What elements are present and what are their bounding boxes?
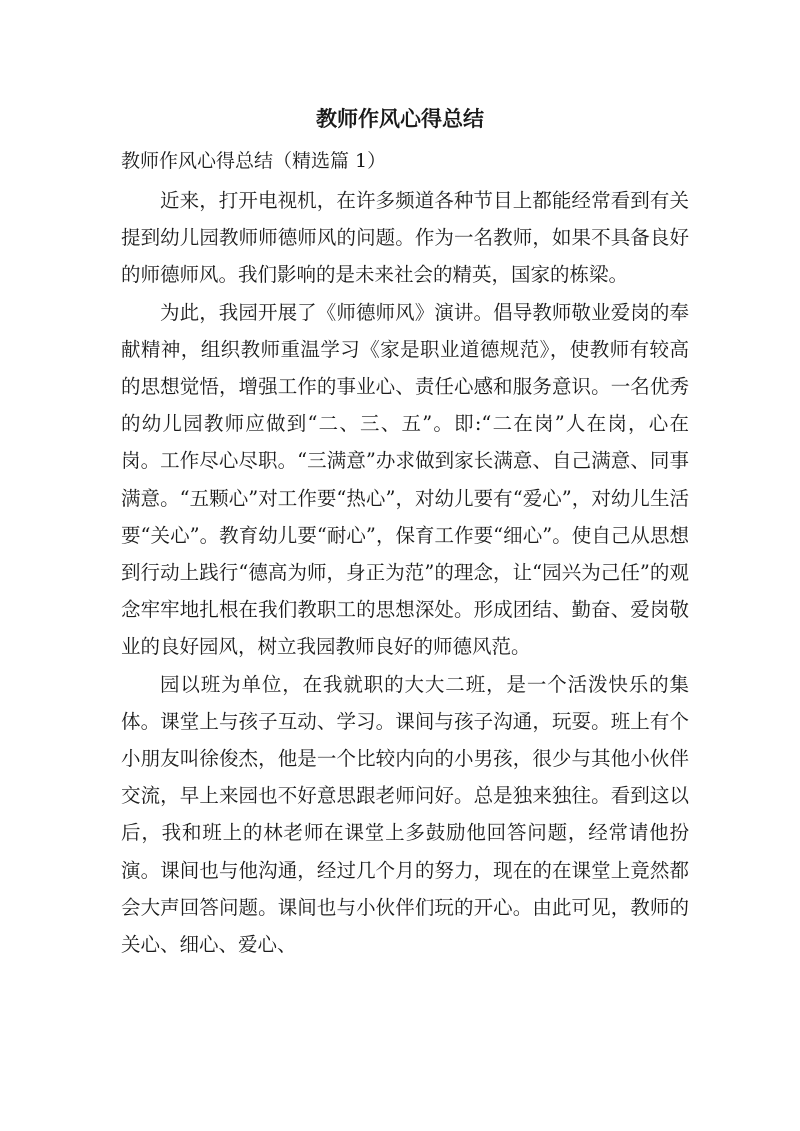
paragraph-3: 园以班为单位，在我就职的大大二班，是一个活泼快乐的集体。课堂上与孩子互动、学习。课间与孩子沟通，玩耍。班上有个小朋友叫徐俊杰，他是一个比较内向的小男孩，很少与其他小伙伴交流，早上来园也不好意思跟老师问好。总是独来独往。看到这以后，我和班上的林老师在课堂上多鼓励他回答问题，经常请他扮演。课间也与他沟通，经过几个月的努力，现在的在课堂上竟然都会大声回答问题。课间也与小伙伴们玩的开心。由此可见，教师的关心、细心、爱心、 [121, 672, 689, 957]
document-subtitle: 教师作风心得总结（精选篇 1） [121, 150, 387, 172]
document-body [121, 182, 689, 963]
document-title: 教师作风心得总结 [316, 106, 484, 131]
paragraph-2: 为此，我园开展了《师德师风》演讲。倡导教师敬业爱岗的奉献精神，组织教师重温学习《家是职业道德规范》，使教师有较高的思想觉悟，增强工作的事业心、责任心感和服务意识。一名优秀的幼儿园教师应做到“二、三、五”。即:“二在岗”人在岗，心在岗。工作尽心尽职。“三满意”办求做到家长满意、自己满意、同事满意。“五颗心”对工作要“热心”，对幼儿要有“爱心”，对幼儿生活要“关心”。教育幼儿要“耐心”，保育工作要“细心”。使自己从思想到行动上践行“德高为师，身正为范”的理念，让“园兴为己任”的观念牢牢地扎根在我们教职工的思想深处。形成团结、勤奋、爱岗敬业的良好园风，树立我园教师良好的师德风范。 [121, 300, 689, 659]
paragraph-1: 近来，打开电视机，在许多频道各种节目上都能经常看到有关提到幼儿园教师师德师风的问题。作为一名教师，如果不具备良好的师德师风。我们影响的是未来社会的精英，国家的栋梁。 [121, 189, 689, 287]
